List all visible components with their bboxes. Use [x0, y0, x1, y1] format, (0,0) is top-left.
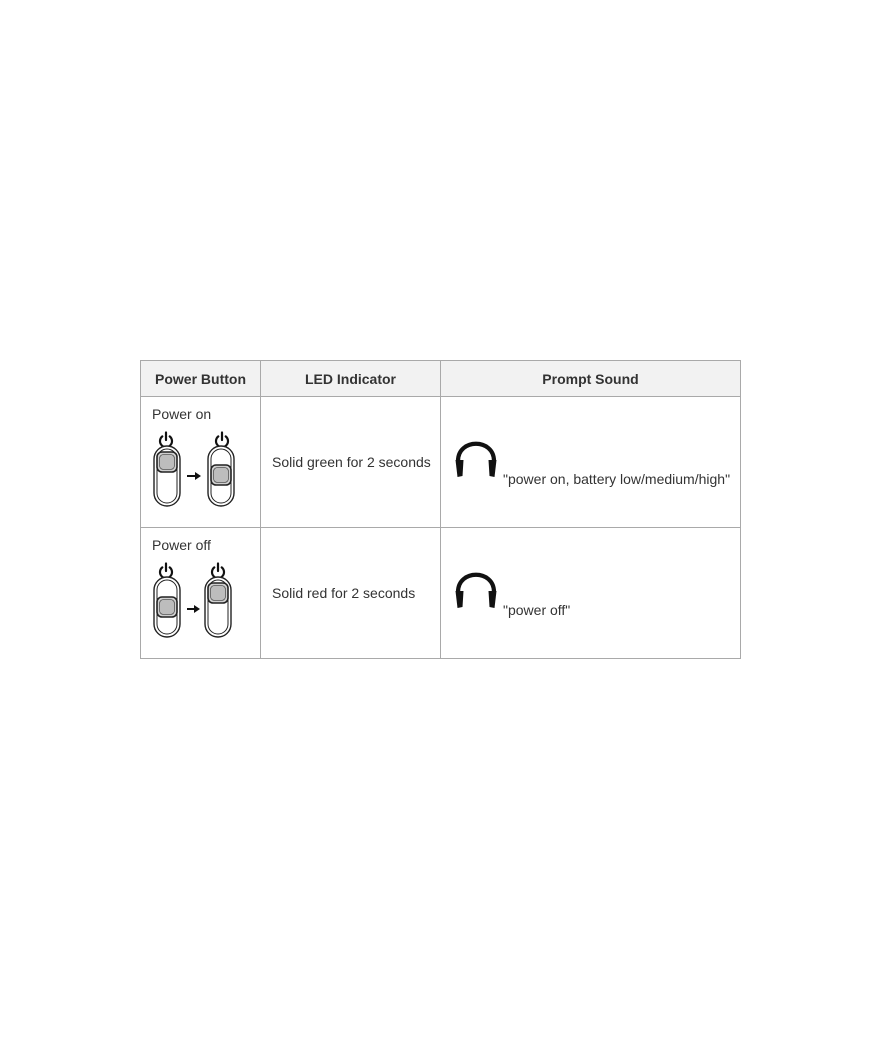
arrow-right-icon [187, 605, 200, 613]
power-action-label: Power on [152, 406, 212, 422]
power-button-table [140, 360, 741, 659]
power-icon [160, 564, 172, 579]
switch-after-icon [208, 446, 234, 506]
switch-after-icon [205, 577, 231, 637]
led-indicator-cell [261, 397, 441, 528]
table-header-row [141, 361, 741, 397]
power-icon [212, 564, 224, 579]
power-switch-diagram [150, 426, 240, 512]
switch-before-icon [154, 446, 180, 506]
led-indicator-text: Solid red for 2 seconds [272, 585, 416, 601]
arrow-right-icon [187, 472, 201, 480]
power-action-label: Power off [152, 537, 211, 553]
led-indicator-text: Solid green for 2 seconds [272, 454, 431, 470]
prompt-sound-cell [441, 528, 741, 659]
power-icon [216, 433, 228, 448]
led-indicator-cell [261, 528, 441, 659]
power-switch-diagram [150, 557, 240, 643]
prompt-sound-text: "power on, battery low/medium/high" [503, 471, 731, 487]
power-button-cell [141, 397, 261, 528]
power-button-cell [141, 528, 261, 659]
power-icon [160, 433, 172, 448]
switch-before-icon [154, 577, 180, 637]
header-prompt-sound: Prompt Sound [441, 361, 741, 397]
headphone-icon [453, 435, 501, 481]
table-row [141, 397, 741, 528]
header-power-button: Power Button [141, 361, 261, 397]
table-row [141, 528, 741, 659]
headphone-icon [453, 566, 501, 612]
prompt-sound-cell [441, 397, 741, 528]
prompt-sound-text: "power off" [503, 602, 571, 618]
header-led-indicator: LED Indicator [261, 361, 441, 397]
